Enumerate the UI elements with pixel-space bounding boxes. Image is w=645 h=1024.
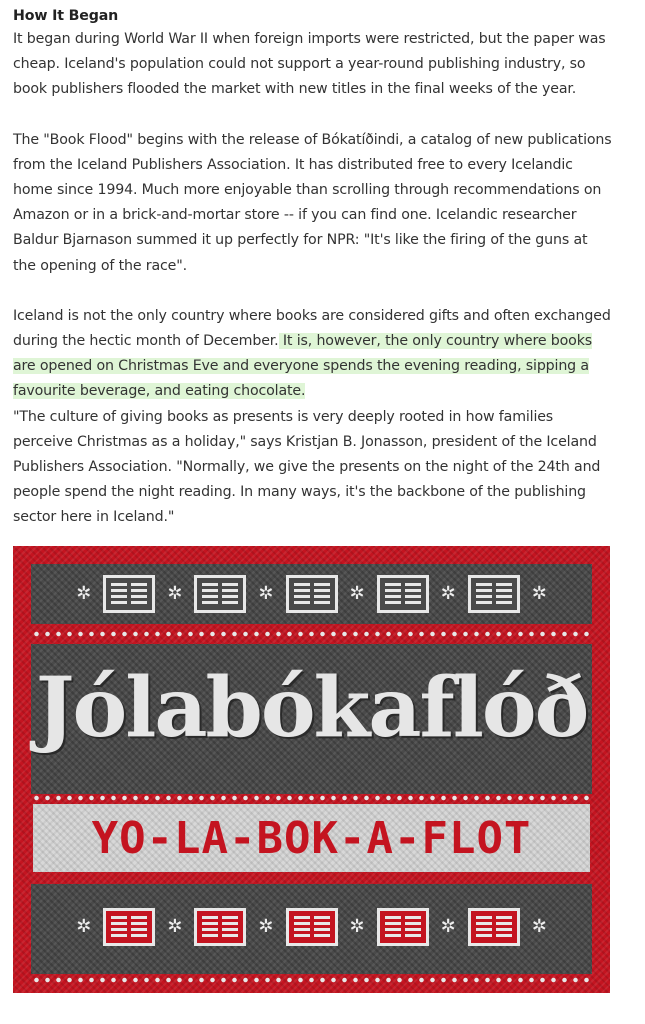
book-icon (194, 575, 246, 613)
snowflake-icon: ✲ (167, 583, 183, 604)
book-icon (286, 908, 338, 946)
bottom-book-band (31, 884, 592, 974)
jolabokaflod-sweater-image (13, 546, 610, 993)
book-icon (468, 575, 520, 613)
top-book-band (31, 564, 592, 624)
snowflake-icon: ✲ (349, 916, 365, 937)
paragraph-quote: "The culture of giving books as presents is very deeply rooted in how families perceive Christmas as a holiday," says Kristjan B. Jonasson, president of the Iceland Publishers Association. "Normally, we give the presents on the night of the 24th and people spend the night reading. In many ways, it's the backbone of the publishing sector here in Iceland." (13, 408, 601, 526)
snowflake-icon: ✲ (531, 916, 547, 937)
book-icon (377, 575, 429, 613)
paragraph-christmas-eve (13, 304, 613, 405)
top-book-row (31, 575, 592, 613)
knit-dot-border (31, 976, 592, 984)
book-icon (194, 908, 246, 946)
snowflake-icon: ✲ (167, 916, 183, 937)
snowflake-icon: ✲ (76, 916, 92, 937)
snowflake-icon: ✲ (349, 583, 365, 604)
book-icon (468, 908, 520, 946)
snowflake-icon: ✲ (258, 916, 274, 937)
paragraph-history: It began during World War II when foreign imports were restricted, but the paper was cheap. Iceland's population could not support a year-round publishing industry, so book publishers flooded the market with new titles in the final weeks of the year. (13, 31, 606, 98)
paragraph-book-flood: The "Book Flood" begins with the release of Bókatíðindi, a catalog of new publications from the Iceland Publishers Association. It has distributed free to every Icelandic home since 1994. Much more enjoyable than scrolling through recommendations on Amazon or in a brick-and-mortar store -- if you can find one. Icelandic researcher Baldur Bjarnason summed it up perfectly for NPR: "It's like the firing of the guns at the opening of the race". (13, 131, 612, 274)
book-icon (103, 575, 155, 613)
snowflake-icon: ✲ (440, 916, 456, 937)
snowflake-icon: ✲ (258, 583, 274, 604)
banner-title: Jólabókaflóð (35, 660, 588, 756)
snowflake-icon: ✲ (76, 583, 92, 604)
pronunciation-band (33, 804, 590, 872)
snowflake-icon: ✲ (440, 583, 456, 604)
paragraph-christmas-eve-plain: Iceland is not the only country where books are considered gifts and often exchanged during the hectic month of December. (13, 307, 611, 350)
article-body (13, 5, 613, 556)
bottom-book-row (31, 908, 592, 946)
banner-pronunciation: YO-LA-BOK-A-FLOT (91, 812, 532, 864)
knit-dot-border (31, 630, 592, 638)
knit-dot-border (31, 794, 592, 802)
book-icon (377, 908, 429, 946)
book-icon (286, 575, 338, 613)
section-heading: How It Began (13, 8, 119, 24)
highlighted-text: It is, however, the only country where books are opened on Christmas Eve and everyone spends the evening reading, sipping a favourite beverage, and eating chocolate. (13, 333, 593, 400)
book-icon (103, 908, 155, 946)
snowflake-icon: ✲ (531, 583, 547, 604)
